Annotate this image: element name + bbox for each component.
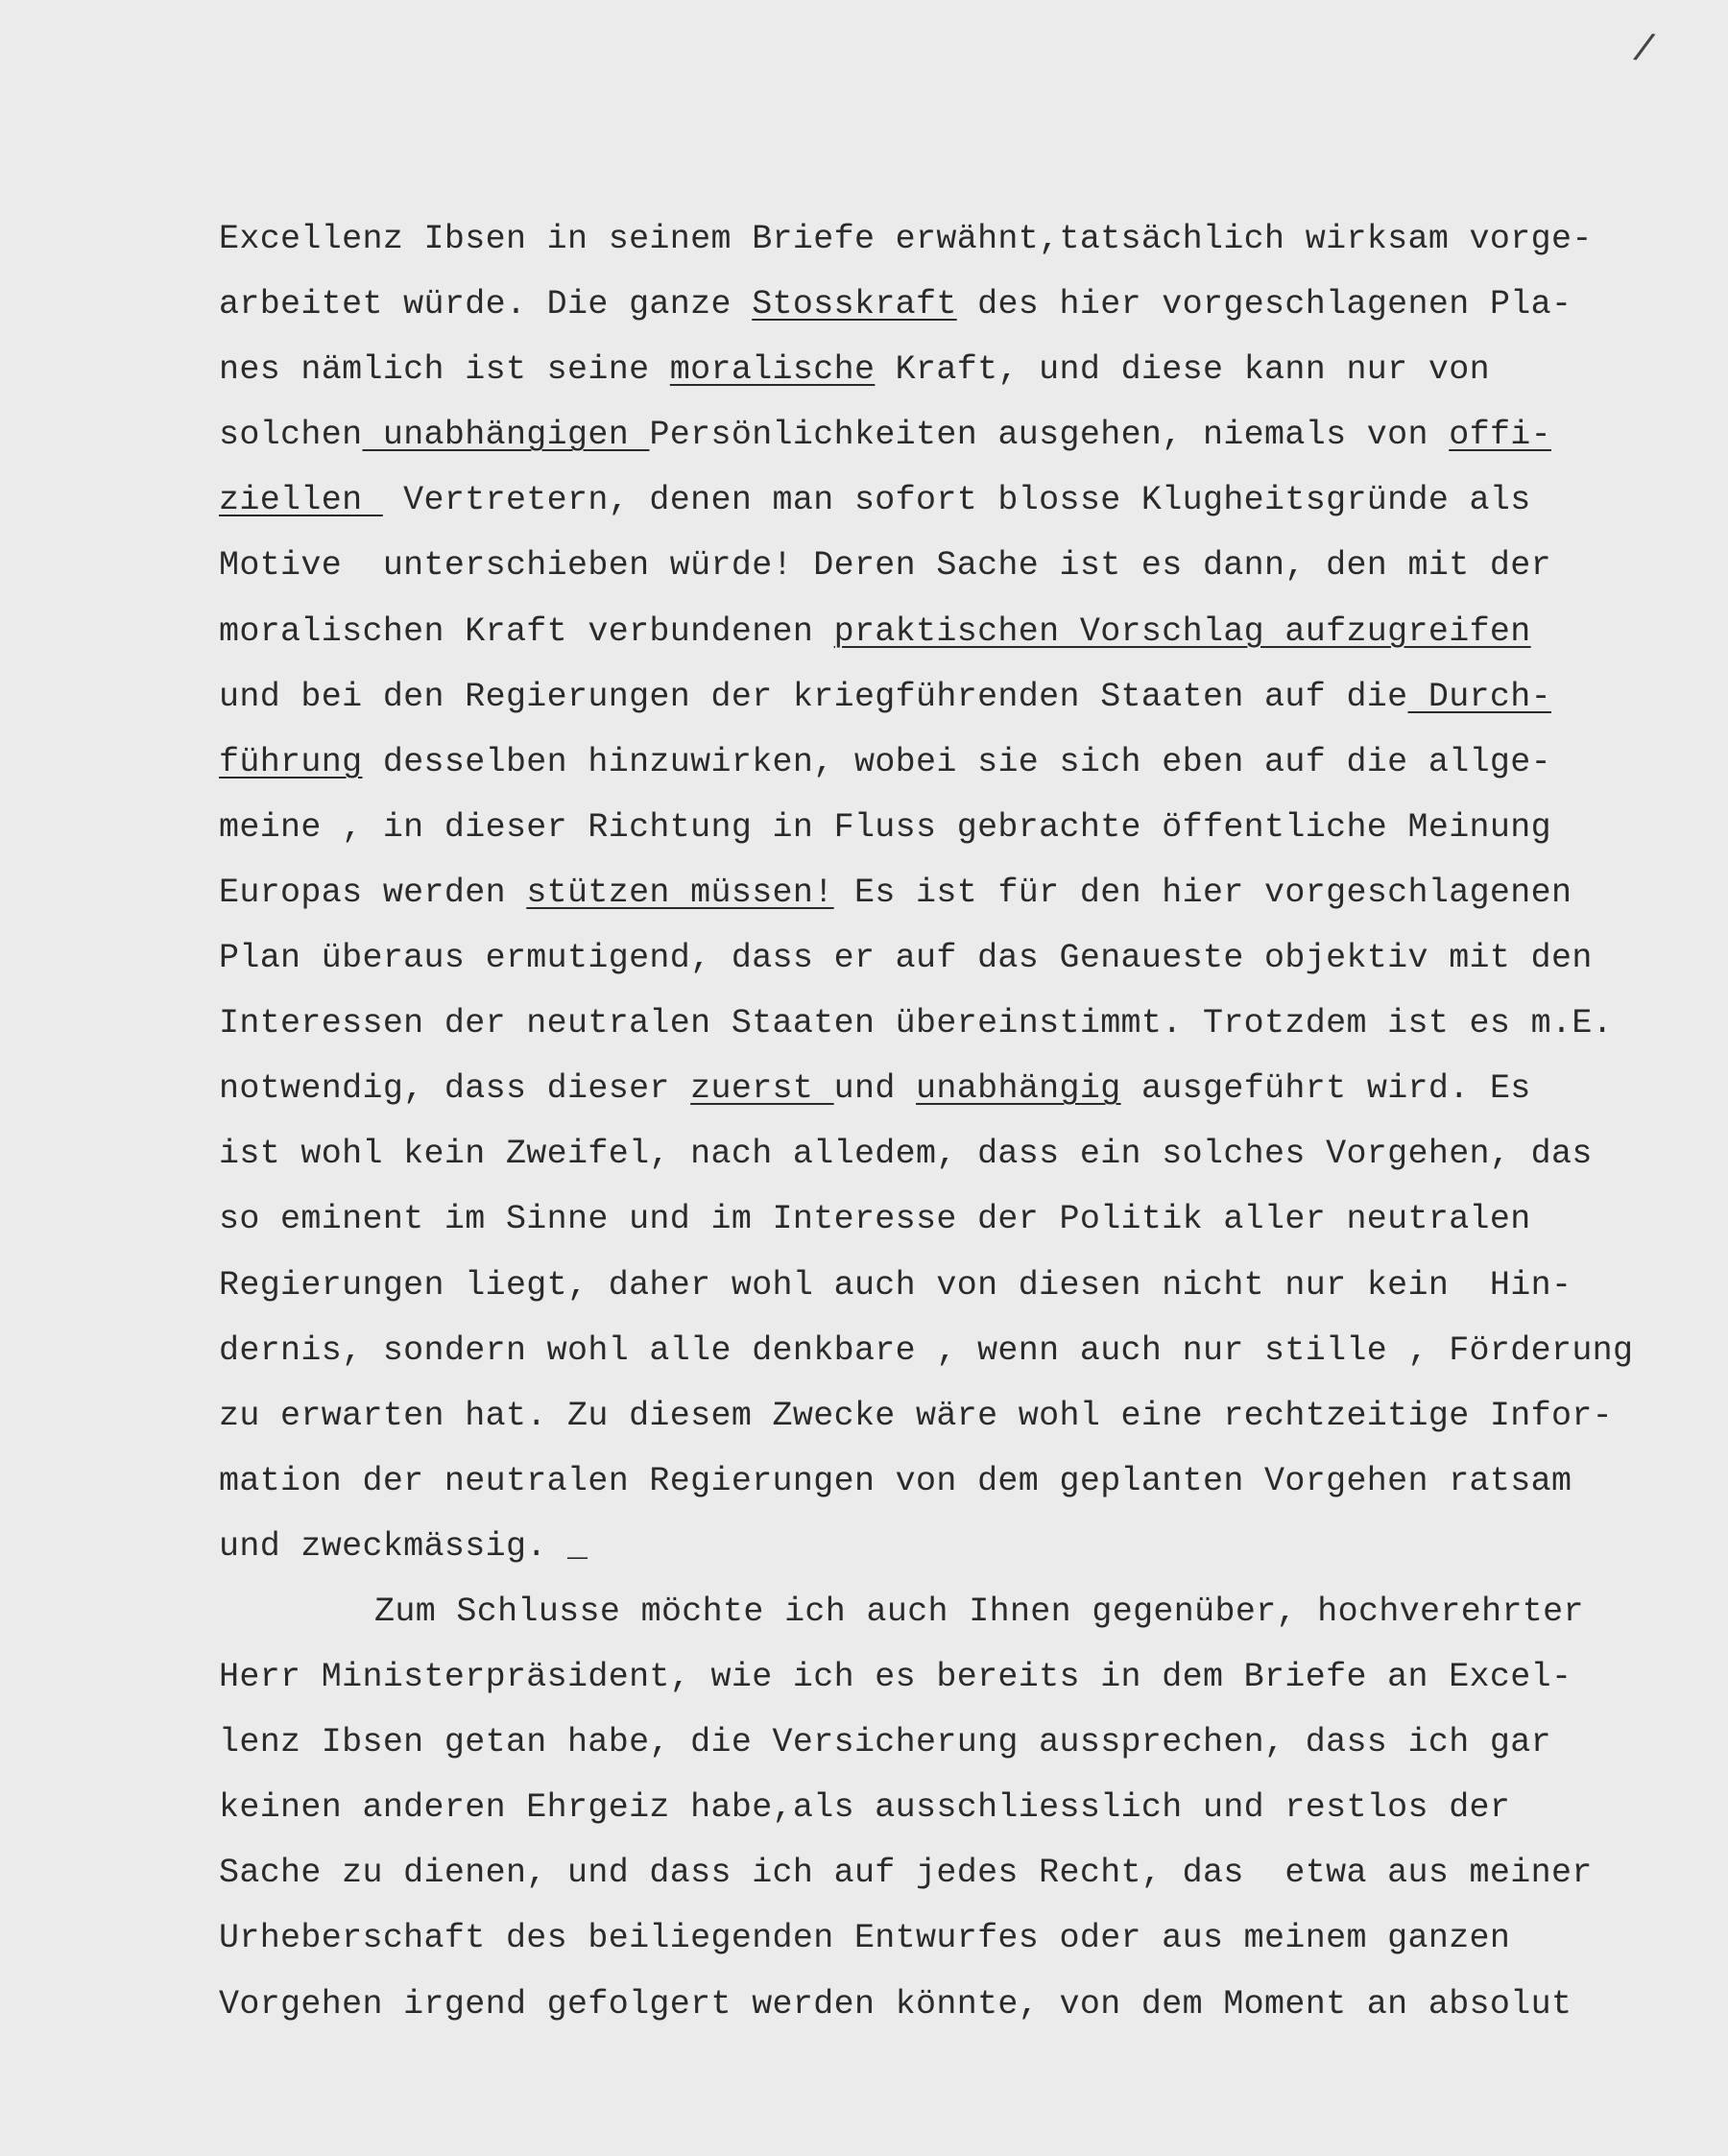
text-segment: keinen anderen Ehrgeiz habe,als ausschliesslich und restlos der [219,1788,1511,1828]
text-line [219,1186,1716,1252]
underlined-text: stützen müssen! [526,873,834,912]
text-segment: Herr Ministerpräsident, wie ich es bereits in dem Briefe an Excel- [219,1658,1572,1697]
letter-body [219,206,1716,2037]
text-segment: dernis, sondern wohl alle denkbare , wenn auch nur stille , Förderung [219,1330,1634,1370]
text-segment: Motive unterschieben würde! Deren Sache ist es dann, den mit der [219,546,1551,586]
text-line [219,1449,1716,1514]
text-segment: Kraft, und diese kann nur von [875,350,1490,390]
underlined-text: unabhängigen [362,416,650,455]
text-segment: Vertretern, denen man sofort blosse Klugheitsgründe als [382,481,1531,520]
text-line [219,272,1716,337]
text-segment: zu erwarten hat. Zu diesem Zwecke wäre wohl eine rechtzeitige Infor- [219,1396,1614,1435]
text-line [219,337,1716,402]
text-segment: meine , in dieser Richtung in Fluss gebrachte öffentliche Meinung [219,807,1551,847]
underlined-text: moralische [669,350,876,390]
text-segment: notwendig, dass dieser [219,1069,691,1109]
text-segment: arbeitet würde. Die ganze [219,285,753,324]
text-line [219,860,1716,925]
text-line [219,467,1716,533]
text-line [219,1383,1716,1449]
text-line [219,1579,1716,1644]
text-line [219,664,1716,730]
underlined-text: Durch- [1407,677,1551,716]
text-line [219,925,1716,991]
text-segment: Regierungen liegt, daher wohl auch von diesen nicht nur kein Hin- [219,1265,1572,1305]
underlined-text: zuerst [690,1069,834,1109]
text-segment: Sache zu dienen, und dass ich auf jedes Recht, das etwa aus meiner [219,1854,1593,1893]
text-line [219,795,1716,860]
underlined-text: offi- [1449,416,1552,455]
text-segment: Europas werden [219,873,527,912]
text-line [219,1710,1716,1775]
underlined-text: praktischen Vorschlag aufzugreifen [833,611,1531,651]
text-segment: ausgeführt wird. Es [1120,1069,1531,1109]
underlined-text: Stosskraft [752,285,957,324]
text-line [219,599,1716,664]
text-segment: nes nämlich ist seine [219,350,670,390]
text-line [219,1972,1716,2037]
text-segment: Vorgehen irgend gefolgert werden könnte, von dem Moment an absolut [219,1984,1572,2024]
text-segment: so eminent im Sinne und im Interesse der Politik aller neutralen [219,1200,1531,1239]
underlined-text: ziellen [219,481,383,520]
text-line [219,1253,1716,1318]
text-line [219,1318,1716,1383]
text-line [219,1905,1716,1971]
text-segment: und bei den Regierungen der kriegführenden Staaten auf die [219,677,1408,716]
text-line [219,1121,1716,1186]
text-segment: moralischen Kraft verbundenen [219,611,834,651]
text-segment: des hier vorgeschlagenen Pla- [956,285,1572,324]
text-segment: Excellenz Ibsen in seinem Briefe erwähnt,tatsächlich wirksam vorge- [219,220,1593,258]
text-line [219,991,1716,1056]
text-line [219,402,1716,467]
text-line [219,533,1716,598]
text-line [219,1056,1716,1121]
text-segment: solchen [219,416,363,455]
text-segment: Plan überaus ermutigend, dass er auf das Genaueste objektiv mit den [219,939,1593,978]
text-line [219,1840,1716,1905]
text-segment: und zweckmässig. _ [219,1526,588,1566]
text-segment: Interessen der neutralen Staaten übereinstimmt. Trotzdem ist es m.E. [219,1004,1614,1043]
text-line [219,1775,1716,1840]
text-line [219,730,1716,795]
text-segment: ist wohl kein Zweifel, nach alledem, dass ein solches Vorgehen, das [219,1135,1593,1174]
underlined-text: führung [219,742,363,781]
text-segment: Urheberschaft des beiliegenden Entwurfes oder aus meinem ganzen [219,1919,1511,1958]
text-line [219,1644,1716,1710]
underlined-text: unabhängig [916,1069,1121,1109]
text-line [219,1514,1716,1579]
text-segment: Es ist für den hier vorgeschlagenen [833,873,1572,912]
text-segment: desselben hinzuwirken, wobei sie sich eben auf die allge- [362,742,1551,781]
text-segment: mation der neutralen Regierungen von dem geplanten Vorgehen ratsam [219,1461,1572,1500]
text-segment: und [833,1069,917,1109]
page-number-mark: / [1629,28,1659,75]
text-segment: Zum Schlusse möchte ich auch Ihnen gegenüber, hochverehrter [374,1592,1584,1631]
text-segment: Persönlichkeiten ausgehen, niemals von [649,416,1450,455]
text-segment: lenz Ibsen getan habe, die Versicherung aussprechen, dass ich gar [219,1723,1551,1762]
text-line [219,206,1716,272]
